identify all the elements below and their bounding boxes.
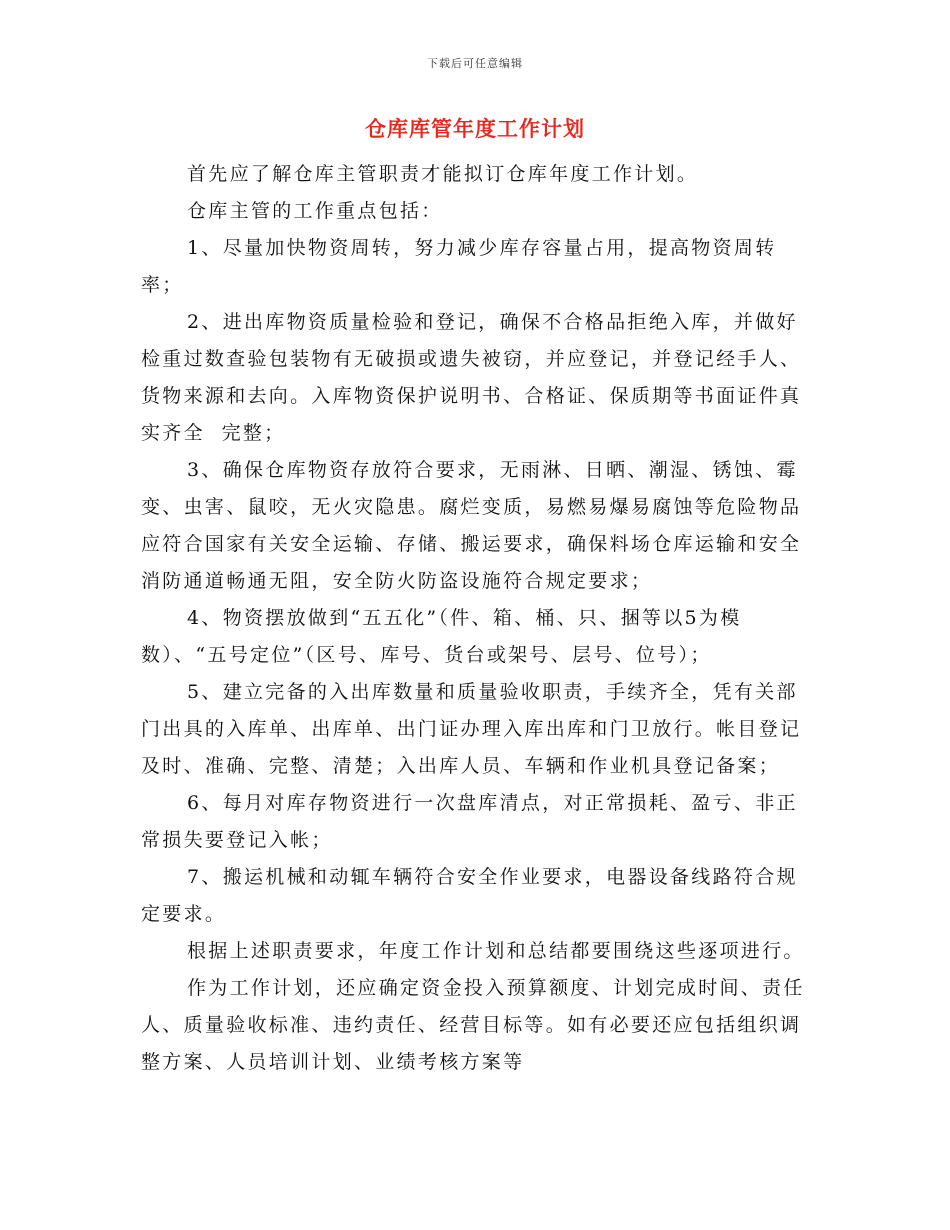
paragraph-plan-details: 作为工作计划，还应确定资金投入预算额度、计划完成时间、责任人、质量验收标准、违约责任、经营目标等。如有必要还应包括组织调整方案、人员培训计划、业绩考核方案等	[141, 977, 805, 1073]
paragraph-item-3: 3、确保仓库物资存放符合要求，无雨淋、日晒、潮湿、锈蚀、霉变、虫害、鼠咬，无火灾隐患。腐烂变质，易燃易爆易腐蚀等危险物品应符合国家有关安全运输、存储、搬运要求，确保料场仓库运输和安全消防通道畅通无阻，安全防火防盗设施符合规定要求；	[141, 459, 802, 592]
document-title: 仓库库管年度工作计划	[365, 116, 585, 141]
paragraph-intro: 首先应了解仓库主管职责才能拟订仓库年度工作计划。	[187, 163, 699, 185]
paragraph-item-7: 7、搬运机械和动辄车辆符合安全作业要求，电器设备线路符合规定要求。	[141, 866, 798, 925]
paragraph-key-points-heading: 仓库主管的工作重点包括：	[187, 200, 443, 222]
paragraph-item-5: 5、建立完备的入出库数量和质量验收职责，手续齐全，凭有关部门出具的入库单、出库单、出门证办理入库出库和门卫放行。帐目登记及时、准确、完整、清楚；入出库人员、车辆和作业机具登记备案；	[141, 681, 802, 777]
paragraph-item-1: 1、尽量加快物资周转，努力减少库存容量占用，提高物资周转率；	[141, 237, 777, 296]
document-body	[141, 156, 811, 1081]
page-header-note: 下载后可任意编辑	[427, 57, 523, 70]
paragraph-item-2: 2、进出库物资质量检验和登记，确保不合格品拒绝入库，并做好检重过数查验包装物有无破损或遗失被窃，并应登记，并登记经手人、货物来源和去向。入库物资保护说明书、合格证、保质期等书面证件真实齐全 完整；	[141, 311, 802, 444]
paragraph-item-4: 4、物资摆放做到“五五化”（件、箱、桶、只、捆等以5为模数）、“五号定位”（区号、库号、货台或架号、层号、位号）；	[141, 607, 742, 666]
paragraph-summary: 根据上述职责要求，年度工作计划和总结都要围绕这些逐项进行。	[187, 940, 805, 962]
paragraph-item-6: 6、每月对库存物资进行一次盘库清点，对正常损耗、盈亏、非正常损失要登记入帐；	[141, 792, 798, 851]
